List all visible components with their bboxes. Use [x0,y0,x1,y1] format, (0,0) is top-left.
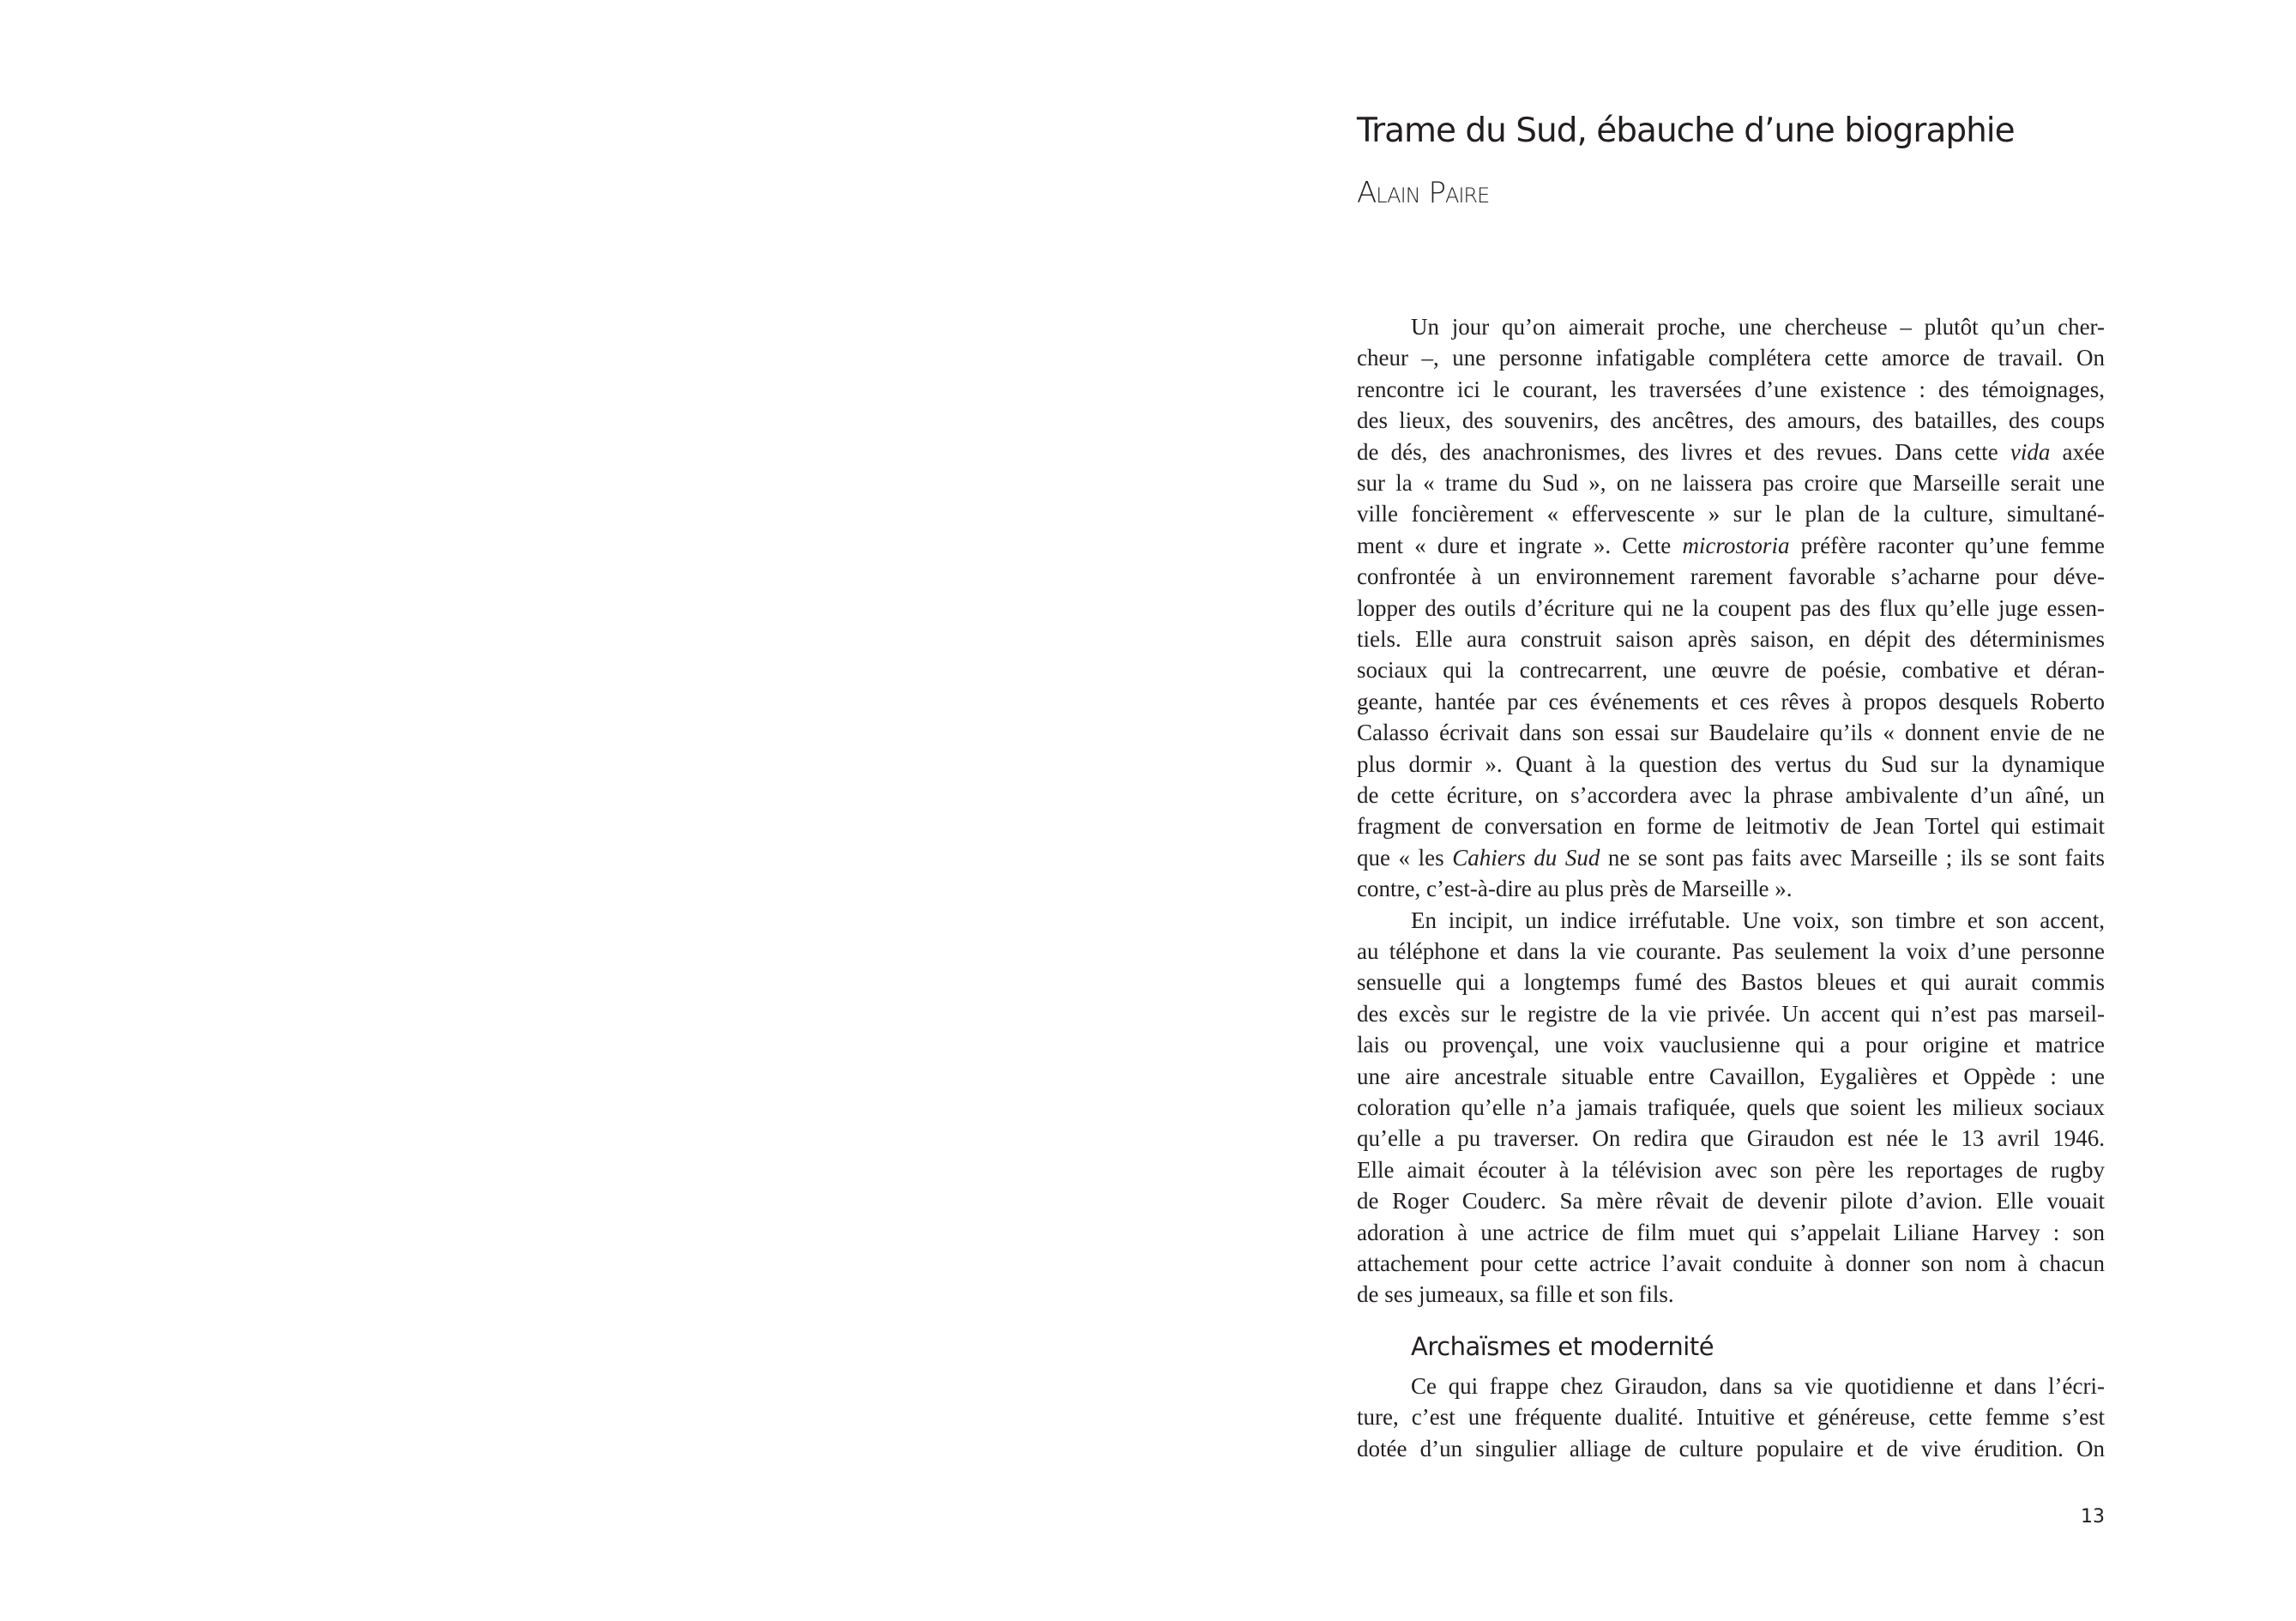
text-run: Calasso écrivait dans son essai sur Baudelaire qu’ils « donnent envie de ne [1357,720,2105,746]
text-run: ville foncièrement « effervescente » sur le plan de la culture, simultané- [1357,501,2105,527]
text-line [1357,561,2105,592]
article-title: Trame du Sud, ébauche d’une biographie [1357,111,2015,150]
text-run: Elle aimait écouter à la télévision avec son père les reportages de rugby [1357,1156,2105,1183]
text-run: dotée d’un singulier alliage de culture populaire et de vive érudition. On [1357,1435,2105,1461]
text-line [1357,967,2105,997]
text-run: qu’elle a pu traverser. On redira que Giraudon est née le 13 avril 1946. [1357,1125,2105,1152]
text-run: sur la « trame du Sud », on ne laissera pas croire que Marseille serait une [1357,470,2105,496]
text-run: lais ou provençal, une voix vauclusienne qui a pour origine et matrice [1357,1032,2105,1058]
text-run: contre, c’est-à-dire au plus près de Marseille ». [1357,876,1793,902]
text-run: ture, c’est une fréquente dualité. Intuitive et généreuse, cette femme s’est [1357,1404,2105,1431]
text-run: rencontre ici le courant, les traversées d’une existence : des témoignages, [1357,376,2105,402]
text-line [1411,1371,2105,1401]
text-line [1357,717,2105,748]
text-line [1357,342,2105,373]
text-line [1357,1248,2105,1279]
text-line [1357,1092,2105,1123]
text-run: lopper des outils d’écriture qui ne la coupent pas des flux qu’elle juge essen- [1357,594,2105,621]
text-run: sensuelle qui a longtemps fumé des Bastos bleues et qui aurait commis [1357,969,2105,996]
italic-text: vida [2010,438,2051,465]
article-author: Alain Paire [1357,176,1490,210]
text-run: cheur –, une personne infatigable complétera cette amorce de travail. On [1357,345,2105,371]
text-line [1357,654,2105,685]
text-line [1357,1279,2105,1310]
text-run: ment « dure et ingrate ». Cette [1357,532,1683,558]
text-line [1357,1185,2105,1216]
text-run: adoration à une actrice de film muet qui s’appelait Liliane Harvey : son [1357,1219,2105,1245]
text-line [1357,1433,2105,1464]
text-line [1357,624,2105,654]
text-line [1357,936,2105,967]
text-line [1357,749,2105,780]
text-line [1357,1154,2105,1185]
text-run: ne se sont pas faits avec Marseille ; ils se sont faits [1600,844,2105,871]
text-run: fragment de conversation en forme de leitmotiv de Jean Tortel qui estimait [1357,813,2105,840]
text-line [1357,1217,2105,1248]
text-line [1357,998,2105,1029]
text-line [1357,467,2105,498]
text-run: coloration qu’elle n’a jamais trafiquée, quels que soient les milieux sociaux [1357,1094,2105,1120]
text-line [1357,686,2105,717]
text-run: au téléphone et dans la vie courante. Pas seulement la voix d’une personne [1357,938,2105,964]
text-run: confrontée à un environnement rarement favorable s’acharne pour déve- [1357,563,2105,590]
text-run: des excès sur le registre de la vie privée. Un accent qui n’est pas marseil- [1357,1000,2105,1027]
text-line [1357,780,2105,810]
text-line [1411,311,2105,342]
text-line [1357,1061,2105,1092]
text-run: geante, hantée par ces événements et ces rêves à propos desquels Roberto [1357,688,2105,714]
text-run: des lieux, des souvenirs, des ancêtres, des amours, des batailles, des coups [1357,407,2105,434]
text-line [1357,873,2105,904]
text-line [1357,810,2105,841]
text-line [1357,437,2105,467]
text-run: Un jour qu’on aimerait proche, une chercheuse – plutôt qu’un cher- [1411,314,2105,340]
text-run: sociaux qui la contrecarrent, une œuvre de poésie, combative et déran- [1357,657,2105,684]
text-run: de dés, des anachronismes, des livres et des revues. Dans cette [1357,438,2010,465]
text-line [1357,1401,2105,1432]
text-line [1357,405,2105,436]
text-line [1357,593,2105,624]
text-run: Ce qui frappe chez Giraudon, dans sa vie quotidienne et dans l’écri- [1411,1373,2105,1399]
text-run: que « les [1357,844,1453,871]
text-run: attachement pour cette actrice l’avait conduite à donner son nom à chacun [1357,1250,2105,1276]
text-run: une aire ancestrale situable entre Cavaillon, Eygalières et Oppède : une [1357,1063,2105,1089]
italic-text: microstoria [1682,532,1790,558]
text-run: En incipit, un indice irréfutable. Une voix, son timbre et son accent, [1411,907,2105,933]
text-line [1357,842,2105,873]
text-run: axée [2050,438,2105,465]
text-line [1357,530,2105,561]
page-number: 13 [2081,1506,2105,1528]
text-line [1357,1029,2105,1060]
section-heading: Archaïsmes et modernité [1411,1332,1714,1361]
text-run: de cette écriture, on s’accordera avec la phrase ambivalente d’un aîné, un [1357,782,2105,808]
text-line [1411,905,2105,936]
text-run: préfère raconter qu’une femme [1789,532,2105,558]
text-line [1357,1123,2105,1154]
text-run: plus dormir ». Quant à la question des vertus du Sud sur la dynamique [1357,750,2105,777]
text-line [1357,498,2105,529]
italic-text: Cahiers du Sud [1452,844,1600,871]
text-line [1357,374,2105,405]
text-run: de ses jumeaux, sa fille et son fils. [1357,1281,1674,1308]
text-run: de Roger Couderc. Sa mère rêvait de devenir pilote d’avion. Elle vouait [1357,1188,2105,1214]
text-run: tiels. Elle aura construit saison après saison, en dépit des déterminismes [1357,626,2105,652]
